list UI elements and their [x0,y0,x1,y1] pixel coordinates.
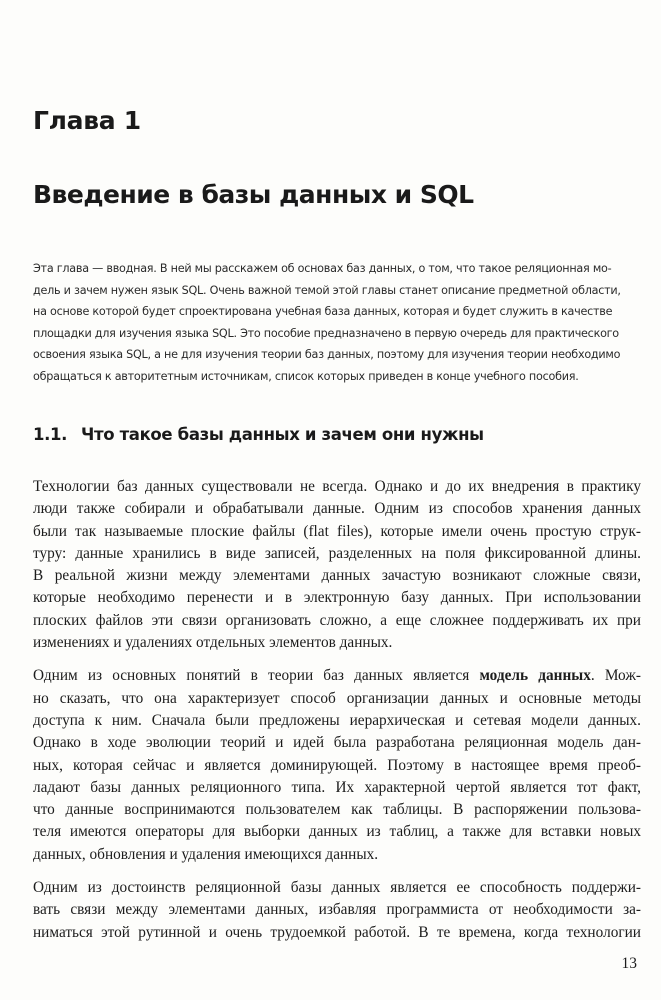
intro-line: обращаться к авторитетным источникам, список которых приведен в конце учебного пособия. [33,369,579,383]
text-line: плоских файлов эти связи организовать сложно, а еще сложнее поддерживать их при [33,611,641,629]
text-fragment: Одним из основных понятий в теории баз данных является [33,667,480,685]
section-number: 1.1. [33,425,68,444]
text-line: вать связи между элементами данных, избавляя программиста от необходимости за- [33,901,641,919]
intro-line: освоения языка SQL, а не для изучения теории баз данных, поэтому для изучения теории необходимо [33,348,621,362]
chapter-intro [33,258,641,388]
intro-line: дель и зачем нужен язык SQL. Очень важной темой этой главы станет описание предметной области, [33,283,621,297]
text-fragment: . Мож- [590,667,641,685]
body-text [33,476,641,955]
text-line: ниматься этой рутинной и очень трудоемкой работой. В те времена, когда технологии [33,923,641,941]
text-line: ладают базы данных реляционного типа. Их характерной чертой является тот факт, [33,778,641,796]
text-line: данных, обновления и удаления имеющихся данных. [33,845,379,863]
text-line: были так называемые плоские файлы (flat files), которые имели очень простую струк- [33,522,641,540]
section-heading [33,425,484,444]
intro-line: Эта глава — вводная. В ней мы расскажем об основах баз данных, о том, что такое реляционная мо- [33,262,612,275]
text-line: туру: данные хранились в виде записей, разделенных на поля фиксированной длины. [33,544,641,562]
chapter-label: Глава 1 [33,106,141,135]
text-line: люди также собирали и обрабатывали данные. Одним из способов хранения данных [33,500,641,518]
text-line: ных, которая сейчас и является доминирующей. Поэтому в настоящее время преоб- [33,756,641,774]
paragraph [33,665,641,866]
text-line: теля имеются операторы для выборки данных из таблиц, а также для вставки новых [33,823,641,841]
chapter-title: Введение в базы данных и SQL [33,180,474,209]
text-line: которые необходимо перенести и в электронную базу данных. При использовании [33,589,641,607]
text-line: но сказать, что она характеризует способ организации данных и основные методы [33,689,641,707]
text-line: что данные воспринимаются пользователем как таблицы. В распоряжении пользова- [33,801,641,819]
text-line: В реальной жизни между элементами данных зачастую возникают сложные связи, [33,567,641,585]
section-title: Что такое базы данных и зачем они нужны [81,425,484,444]
page-number: 13 [621,955,637,972]
paragraph [33,877,641,944]
intro-line: на основе которой будет спроектирована учебная база данных, которая и будет служить в качестве [33,305,613,319]
text-line: Технологии баз данных существовали не всегда. Однако и до их внедрения в практику [33,478,641,495]
text-line: Однако в ходе эволюции теорий и идей была разработана реляционная модель дан- [33,734,641,752]
text-line: изменениях и удалениях отдельных элементов данных. [33,634,393,652]
bold-term: модель данных [479,667,591,685]
paragraph [33,476,641,654]
text-line: доступа к ним. Сначала были предложены иерархическая и сетевая модели данных. [33,711,641,729]
intro-line: площадки для изучения языка SQL. Это пособие предназначено в первую очередь для практического [33,326,619,340]
text-line: Одним из достоинств реляционной базы данных является ее способность поддержи- [33,879,641,897]
text-line [33,665,641,687]
